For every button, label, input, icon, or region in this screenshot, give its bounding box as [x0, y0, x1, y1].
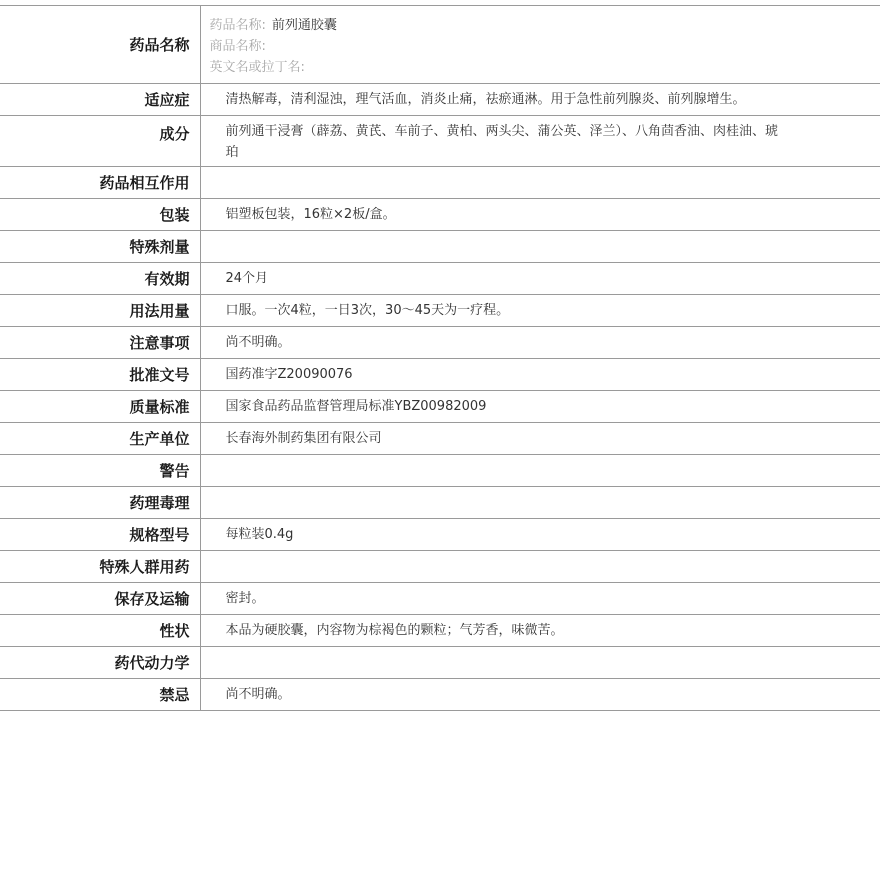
name-header: 药品名称 [0, 6, 200, 84]
indications-label: 适应症 [0, 84, 200, 116]
manufacturer-value: 长春海外制药集团有限公司 [225, 431, 382, 446]
name-row [0, 6, 880, 84]
validity-value: 24个月 [225, 271, 269, 286]
indications-value: 清热解毒，清利湿浊，理气活血，消炎止痛，祛瘀通淋。用于急性前列腺炎、前列腺增生。 [225, 92, 746, 107]
row-description [0, 615, 880, 647]
row-quality-standard [0, 391, 880, 423]
ingredients-value: 前列通干浸膏（薜荔、黄芪、车前子、黄柏、两头尖、蒲公英、泽兰）、八角茴香油、肉桂油、琥珀 [225, 124, 779, 160]
row-storage [0, 583, 880, 615]
drug-name-value: 前列通胶囊 [271, 18, 337, 33]
toxicology-value [200, 487, 880, 519]
toxicology-label: 药理毒理 [0, 487, 200, 519]
row-approval-number [0, 359, 880, 391]
row-precautions [0, 327, 880, 359]
quality-standard-label: 质量标准 [0, 391, 200, 423]
row-indications [0, 84, 880, 116]
usage-label: 用法用量 [0, 295, 200, 327]
trade-name-label: 商品名称: [209, 39, 266, 54]
ingredients-label: 成分 [0, 116, 200, 167]
contraindications-value: 尚不明确。 [225, 687, 291, 702]
contraindications-label: 禁忌 [0, 679, 200, 711]
manufacturer-label: 生产单位 [0, 423, 200, 455]
row-interactions [0, 167, 880, 199]
trade-name-line [210, 36, 871, 57]
row-specification [0, 519, 880, 551]
row-packaging [0, 199, 880, 231]
special-populations-value [200, 551, 880, 583]
row-warning [0, 455, 880, 487]
drug-name-line [210, 15, 871, 36]
latin-name-line [210, 57, 871, 78]
specification-value: 每粒装0.4g [225, 527, 294, 542]
usage-value: 口服。一次4粒，一日3次，30～45天为一疗程。 [225, 303, 510, 318]
interactions-value [200, 167, 880, 199]
drug-name-label: 药品名称: [209, 18, 266, 33]
packaging-value: 铝塑板包装，16粒×2板/盒。 [225, 207, 396, 222]
packaging-label: 包装 [0, 199, 200, 231]
approval-number-value: 国药准字Z20090076 [225, 367, 353, 382]
row-toxicology [0, 487, 880, 519]
row-ingredients [0, 116, 880, 167]
special-dosage-label: 特殊剂量 [0, 231, 200, 263]
warning-label: 警告 [0, 455, 200, 487]
row-contraindications [0, 679, 880, 711]
approval-number-label: 批准文号 [0, 359, 200, 391]
latin-name-label: 英文名或拉丁名: [209, 60, 305, 75]
row-validity [0, 263, 880, 295]
precautions-value: 尚不明确。 [225, 335, 291, 350]
pharmacokinetics-label: 药代动力学 [0, 647, 200, 679]
drug-info-body [0, 6, 880, 711]
row-special-dosage [0, 231, 880, 263]
interactions-label: 药品相互作用 [0, 167, 200, 199]
row-special-populations [0, 551, 880, 583]
storage-label: 保存及运输 [0, 583, 200, 615]
storage-value: 密封。 [225, 591, 265, 606]
specification-label: 规格型号 [0, 519, 200, 551]
drug-info-table [0, 5, 880, 711]
quality-standard-value: 国家食品药品监督管理局标准YBZ00982009 [225, 399, 487, 414]
name-cell [200, 6, 880, 84]
special-dosage-value [200, 231, 880, 263]
special-populations-label: 特殊人群用药 [0, 551, 200, 583]
warning-value [200, 455, 880, 487]
row-manufacturer [0, 423, 880, 455]
pharmacokinetics-value [200, 647, 880, 679]
precautions-label: 注意事项 [0, 327, 200, 359]
description-label: 性状 [0, 615, 200, 647]
row-pharmacokinetics [0, 647, 880, 679]
row-usage [0, 295, 880, 327]
validity-label: 有效期 [0, 263, 200, 295]
description-value: 本品为硬胶囊，内容物为棕褐色的颗粒；气芳香，味微苦。 [225, 623, 564, 638]
